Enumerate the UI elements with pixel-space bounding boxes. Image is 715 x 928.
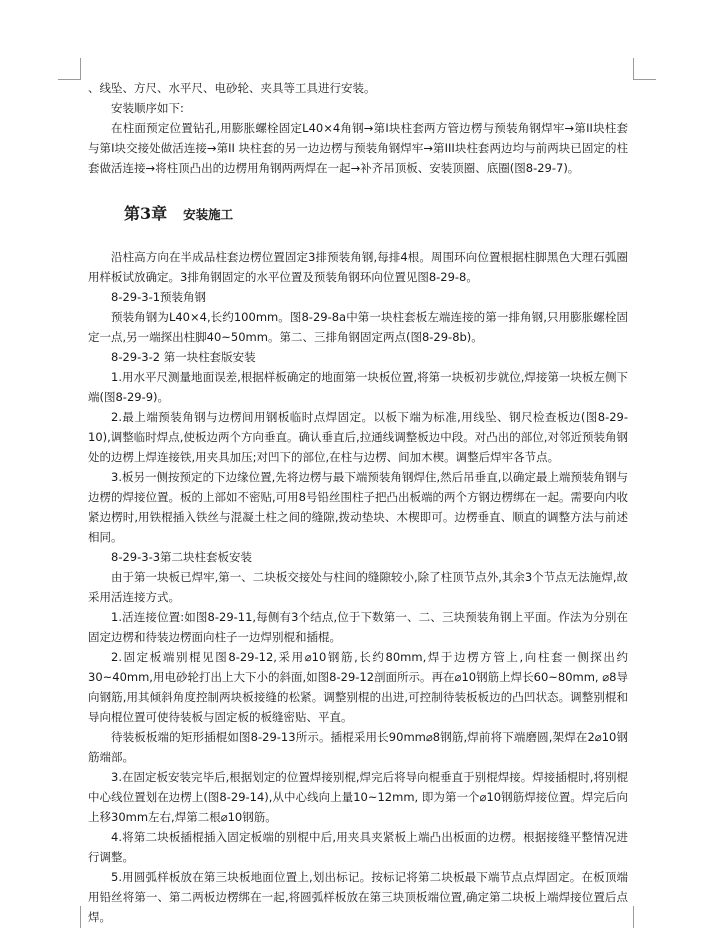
crop-mark-top-right-horizontal (634, 79, 656, 80)
paragraph: 2.固定板端别棍见图8-29-12,采用⌀10钢筋,长约80mm,焊于边楞方管上,向柱套一侧探出约30~40mm,用电砂轮打出上大下小的斜面,如图8-29-12剖面所示。再在⌀10钢筋上焊长60~80mm, ⌀8导向钢筋,用其倾斜角度控制两块板接缝的松紧。调整别棍的出进,可控制待装板板边的凸凹状态。调整别棍和导向棍位置可使待装板与固定板的板缝密贴、平直。 (88, 650, 628, 724)
paragraph: 4.将第二块板插棍插入固定板端的别棍中后,用夹具夹紧板上端凸出板面的边楞。根据接缝平整情况进行调整。 (88, 830, 628, 864)
paragraph: 、线坠、方尺、水平尺、电砂轮、夹具等工具进行安装。 (88, 81, 376, 95)
crop-mark-bottom-left (80, 906, 81, 928)
crop-mark-top-left-horizontal (58, 79, 80, 80)
paragraph: 安装顺序如下: (111, 101, 184, 115)
paragraph: 预装角钢为L40×4,长约100mm。图8-29-8a中第一块柱套板左端连接的第一排角钢,只用膨胀螺栓固定一点,另一端探出柱脚40~50mm。第二、三排角钢固定两点(图8-29-8b)。 (88, 310, 628, 344)
paragraph: 1.用水平尺测量地面误差,根据样板确定的地面第一块板位置,将第一块板初步就位,焊接第一块板左侧下端(图8-29-9)。 (88, 370, 628, 404)
document-body (88, 78, 628, 927)
chapter-title: 安装施工 (183, 207, 234, 222)
crop-mark-top-left (80, 58, 81, 80)
section-heading: 8-29-3-1预装角钢 (111, 290, 207, 304)
chapter-number: 第3章 (124, 204, 168, 223)
paragraph: 3.在固定板安装完毕后,根据划定的位置焊接别棍,焊完后将导向棍垂直于别棍焊接。焊接插棍时,将别棍中心线位置划在边楞上(图8-29-14),从中心线向上量10~12mm, 即为第一个⌀10钢筋焊接位置。焊完后向上移30mm左右,焊第二根⌀10钢筋。 (88, 770, 628, 824)
paragraph: 沿柱高方向在半成品柱套边楞位置固定3排预装角钢,每排4根。周围环向位置根据柱脚黑色大理石弧圈用样板试放确定。3排角钢固定的水平位置及预装角钢环向位置见图8-29-8。 (88, 250, 628, 284)
paragraph: 在柱面预定位置钻孔,用膨胀螺栓固定L40×4角钢→第I块柱套两方管边楞与预装角钢焊牢→第II块柱套与第I块交接处做活连接→第II 块柱套的另一边边楞与预装角钢焊牢→第III块柱套两边均与前两块已固定的柱套做活连接→将柱顶凸出的边楞用角钢两两焊在一起→补齐吊顶板、安装顶圈、底圈(图8-29-7)。 (88, 121, 628, 175)
paragraph: 3.板另一侧按预定的下边缘位置,先将边楞与最下端预装角钢焊住,然后吊垂直,以确定最上端预装角钢与边楞的焊接位置。板的上部如不密贴,可用8号铅丝围柱子把凸出板端的两个方钢边楞绑在一起。需要向内收紧边楞时,用铁棍插入铁丝与混凝土柱之间的缝隙,拨动垫块、木楔即可。边楞垂直、顺直的调整方法与前述相同。 (88, 470, 628, 544)
section-heading: 8-29-3-2 第一块柱套版安装 (111, 350, 256, 364)
chapter-heading (88, 202, 628, 227)
paragraph: 2.最上端预装角钢与边楞间用钢板临时点焊固定。以板下端为标准,用线坠、钢尺检查板边(图8-29-10),调整临时焊点,使板边两个方向垂直。确认垂直后,拉通线调整板边中段。对凸出的部位,对邻近预装角钢处的边楞上焊连接铁,用夹具加压;对凹下的部位,在柱与边楞、间加木楔。调整后焊牢各节点。 (88, 410, 628, 464)
paragraph: 待装板板端的矩形插棍如图8-29-13所示。插棍采用长90mm⌀8钢筋,焊前将下端磨圆,架焊在2⌀10钢筋端部。 (88, 730, 628, 764)
paragraph: 5.用圆弧样板放在第三块板地面位置上,划出标记。按标记将第二块板最下端节点点焊固定。在板顶端用铅丝将第一、第二两板边楞绑在一起,将圆弧样板放在第三块顶板端位置,确定第二块板上端焊接位置后点焊。 (88, 870, 628, 924)
paragraph: 由于第一块板已焊牢,第一、二块板交接处与柱间的缝隙较小,除了柱顶节点外,其余3个节点无法施焊,故采用活连接方式。 (88, 570, 628, 604)
section-heading: 8-29-3-3第二块柱套板安装 (111, 550, 253, 564)
crop-mark-top-right (633, 58, 634, 80)
paragraph: 1.活连接位置:如图8-29-11,每侧有3个结点,位于下数第一、二、三块预装角钢上平面。作法为分别在固定边楞和待装边楞面向柱子一边焊别棍和插棍。 (88, 610, 628, 644)
crop-mark-bottom-right (633, 906, 634, 928)
